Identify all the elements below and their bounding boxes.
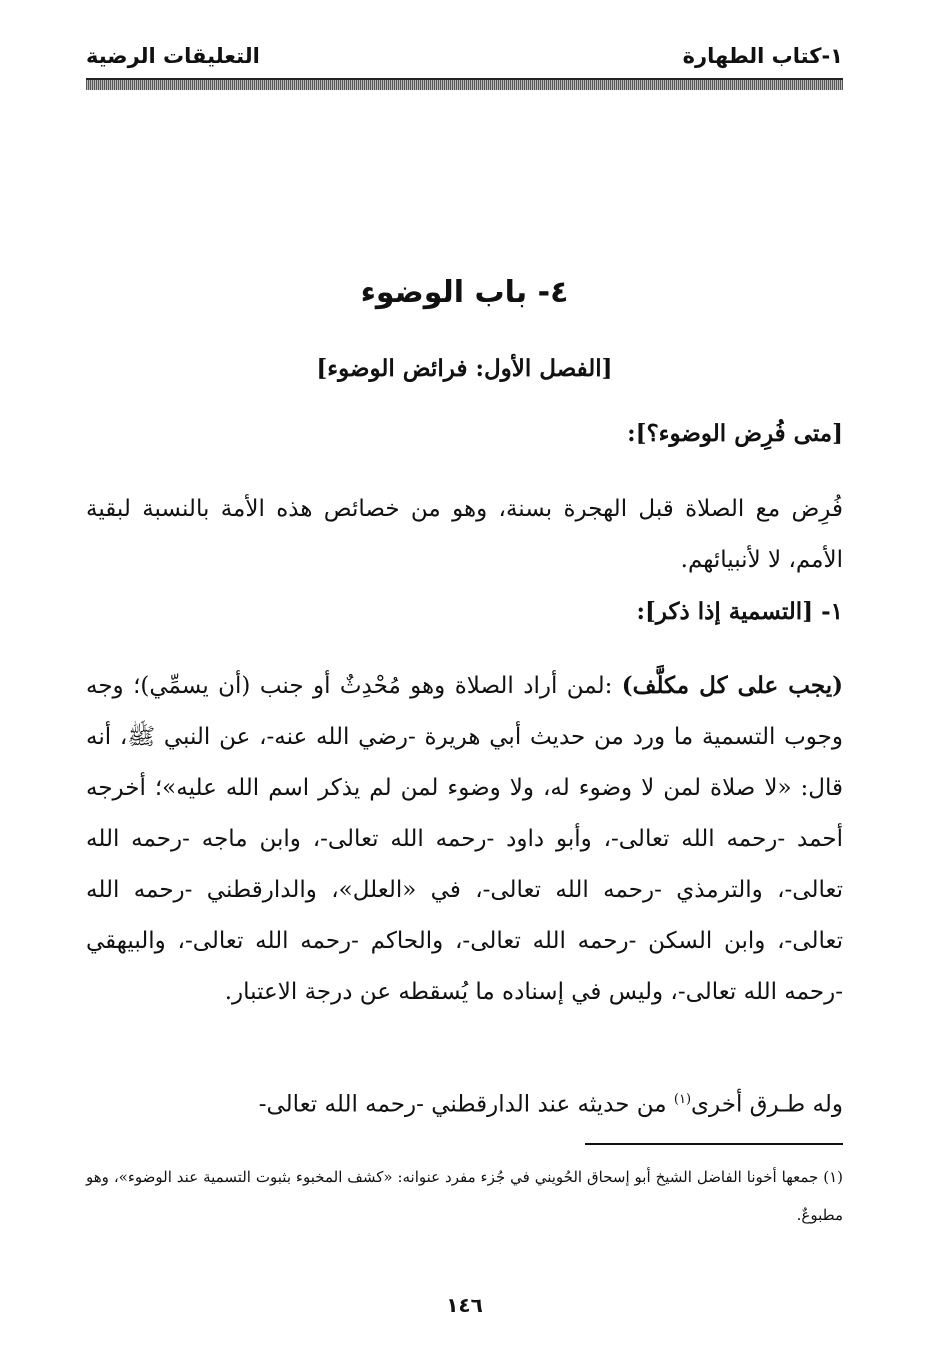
paragraph-3 (86, 1074, 843, 1131)
chapter-title: ٤- باب الوضوء (360, 275, 569, 310)
paragraph-3-start: وله طـرق أخرى (691, 1091, 843, 1118)
header-divider (86, 78, 843, 90)
question-heading: [متى فُرِض الوضوء؟]: (627, 420, 843, 447)
header-chapter: ١-كتاب الطهارة (682, 44, 843, 68)
footnote-divider (585, 1143, 843, 1145)
footnote: (١) جمعها أخونا الفاضل الشيخ أبو إسحاق الحُويني في جُزء مفرد عنوانه: «كشف المخبوء بثبوت التسمية عند الوضوء»، وهو مطبوعٌ. (86, 1168, 843, 1224)
section-title: [الفصل الأول: فرائض الوضوء] (316, 355, 613, 382)
running-header (86, 44, 843, 74)
footnote-reference: (١) (673, 1092, 692, 1107)
page-number: ١٤٦ (446, 1293, 483, 1317)
paragraph-1: فُرِض مع الصلاة قبل الهجرة بسنة، وهو من خصائص هذه الأمة بالنسبة لبقية الأمم، لا لأنبيائهم. (86, 496, 843, 573)
item-heading-1 (636, 598, 843, 625)
paragraph-2-lead: (يجب على كل مكلَّف) (621, 672, 843, 699)
header-book-title: التعليقات الرضية (86, 44, 260, 68)
paragraph-2 (86, 660, 843, 1018)
paragraph-2-body: :لمن أراد الصلاة وهو مُحْدِثٌ أو جنب (أن يسمِّي)؛ وجه وجوب التسمية ما ورد من حديث أبي هريرة -رضي الله عنه-، عن النبي ﷺ، أنه قال: «لا صلاة لمن لا وضوء له، ولا وضوء لمن لم يذكر اسم الله عليه»؛ أخرجه أحمد -رحمه الله تعالى-، وأبو داود -رحمه الله تعالى-، وابن ماجه -رحمه الله تعالى-، والترمذي -رحمه الله تعالى-، في «العلل»، والدارقطني -رحمه الله تعالى-، وابن السكن -رحمه الله تعالى-، والحاكم -رحمه الله تعالى-، والبيهقي -رحمه الله تعالى-، وليس في إسناده ما يُسقطه عن درجة الاعتبار. (86, 673, 843, 1005)
paragraph-3-end: من حديثه عند الدارقطني -رحمه الله تعالى- (258, 1091, 674, 1118)
item-heading-1-text: ١- [التسمية إذا ذكر]: (636, 598, 843, 625)
